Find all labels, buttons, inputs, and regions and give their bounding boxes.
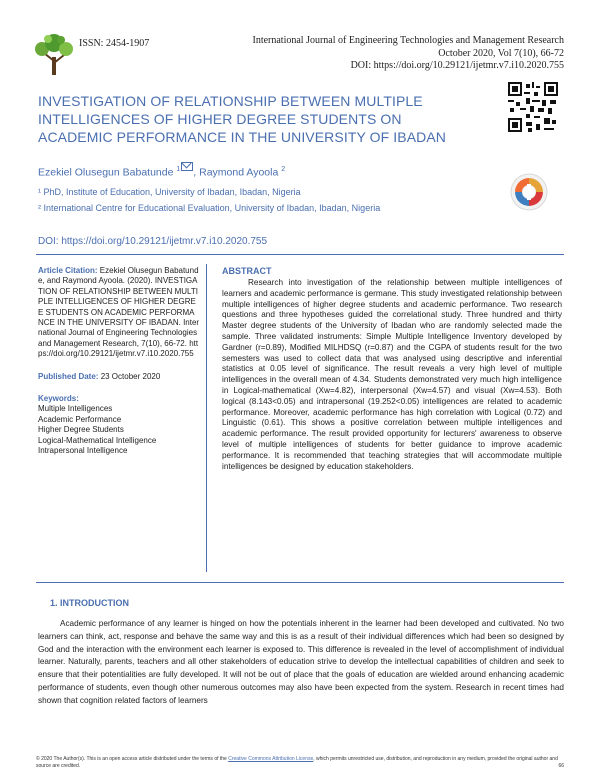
license-link[interactable]: Creative Commons Attribution License xyxy=(228,756,314,762)
article-doi-link[interactable]: DOI: https://doi.org/10.29121/ijetmr.v7.i10.2020.755 xyxy=(38,236,268,247)
keyword: Logical-Mathematical Intelligence xyxy=(38,435,157,445)
author-name[interactable]: Raymond Ayoola xyxy=(199,166,279,179)
author-list xyxy=(38,162,285,179)
keyword: Multiple Intelligences xyxy=(38,404,113,414)
author-name[interactable]: Ezekiel Olusegun Babatunde xyxy=(38,166,174,179)
citation-block xyxy=(38,266,200,360)
author-separator: , xyxy=(193,166,200,179)
published-date: 23 October 2020 xyxy=(100,371,161,381)
keyword: Higher Degree Students xyxy=(38,425,124,435)
journal-issue: October 2020, Vol 7(10), 66-72 xyxy=(438,47,564,59)
keywords-block xyxy=(38,394,200,456)
qr-code-icon xyxy=(508,82,558,132)
page-number: 66 xyxy=(558,763,564,769)
citation-text: Ezekiel Olusegun Babatunde, and Raymond Ayoola. (2020). INVESTIGATION OF RELATIONSHIP BETWEEN MULTIPLE INTELLIGENCES OF HIGHER DEGREE STUDENTS ON ACADEMIC PERFORMANCE IN THE UNIVERSITY OF IBADAN. International Journal of Engineering Technologies and Management Research, 7(10), 66-72. https://doi.org/10.29121/ijetmr.v7.i10.2020.755 xyxy=(38,266,200,359)
section-heading: 1. INTRODUCTION xyxy=(50,598,130,608)
published-label: Published Date: xyxy=(38,371,99,381)
license-footer xyxy=(36,756,564,770)
journal-name: International Journal of Engineering Technologies and Management Research xyxy=(252,35,564,46)
abstract-text: Research into investigation of the relationship between multiple intelligences of learners and academic performance is germane. This study investigated relationship between multiple intelligences of higher degree students and academic performance. Two research questions and three hypotheses guided the correlational study. Three hundred and thirty Master degree students of the University of Ibadan who are randomly selected made the sample. Three validated instruments: Simple Multiple Intelligence Inventory developed by Gardner (r=0.89), Modified MILHDSQ (r=0.87) and the CGPA of students result for the two semesters was used to collect data that was analysed using descriptive and inferential statistics at 0.05 level of significance. The result reveals a very high level of multiple intelligences in the overall mean of 4.34. Students demonstrated very much high intelligence in Logical-mathematical (Xw=4.82), interpersonal (Xw=4.57) and visual (Xw=4.53). Both logical (8.143<0.05) and intrapersonal (19.252<0.05) intelligences are related to academic performance. Moreover, academic performance has high correlation with Logical (0.72) and Linguistic (0.61). This shows a positive correlation between multiple intelligences and academic performance. The result provided opportunity for lecturers' awareness to observe level of multiple intelligences of students for better guidance to improve academic performance. It is recommended that teaching strategies that will accommodate multiple intelligences be designed by education stakeholders. xyxy=(222,278,562,471)
crossmark-icon[interactable] xyxy=(509,172,549,212)
affiliation: ¹ PhD, Institute of Education, University of Ibadan, Ibadan, Nigeria xyxy=(38,187,301,197)
divider xyxy=(36,582,564,583)
keyword: Intrapersonal Intelligence xyxy=(38,446,128,456)
journal-header xyxy=(184,35,564,73)
introduction-text: Academic performance of any learner is hinged on how the potentials inherent in the learner had been developed and cultivated. No two learners can think, act, response and behave the same way and this is as a result of their individual differences which had been so designed by God and the interaction with the environment each learner is exposed to. This difference is revealed in the level of accomplishment of individual learner. Naturally, parents, teachers and all other stakeholders of education strive to develop the intellectual capabilities of children and seek to ensure that their potentialities are fully developed. It will not be out of place that the goals of education are wielded around enhancing academic performance of students, even though other numerous outcomes may also have been expected from the system. Research in recent times had shown that cognition related factors of learners xyxy=(38,619,564,705)
license-rest: , which permits unrestricted use, distribution, and reproduction in any medium, provided the original author and source are credited. xyxy=(36,756,558,769)
author-affiliation-marker: 2 xyxy=(281,166,286,173)
journal-logo-tree-icon xyxy=(30,33,78,77)
issn: ISSN: 2454-1907 xyxy=(79,38,150,49)
article-info-sidebar xyxy=(38,266,200,457)
divider xyxy=(36,254,564,255)
article-title: INVESTIGATION OF RELATIONSHIP BETWEEN MULTIPLE INTELLIGENCES OF HIGHER DEGREE STUDENTS ON ACADEMIC PERFORMANCE IN THE UNIVERSITY OF IBADAN xyxy=(38,93,447,145)
copyright-text: © 2020 The Author(s). This is an open access article distributed under the terms of the xyxy=(36,756,229,762)
citation-label: Article Citation: xyxy=(38,266,98,275)
abstract-heading: ABSTRACT xyxy=(222,266,272,276)
column-divider xyxy=(206,264,207,572)
keyword: Academic Performance xyxy=(38,414,122,424)
author-affiliation-marker: 1 xyxy=(176,166,181,173)
journal-doi[interactable]: DOI: https://doi.org/10.29121/ijetmr.v7.i10.2020.755 xyxy=(350,60,564,71)
email-icon[interactable] xyxy=(181,162,193,171)
affiliation: ² International Centre for Educational Evaluation, University of Ibadan, Ibadan, Nigeria xyxy=(38,203,381,213)
published-block xyxy=(38,372,200,382)
keywords-label: Keywords: xyxy=(38,394,79,404)
